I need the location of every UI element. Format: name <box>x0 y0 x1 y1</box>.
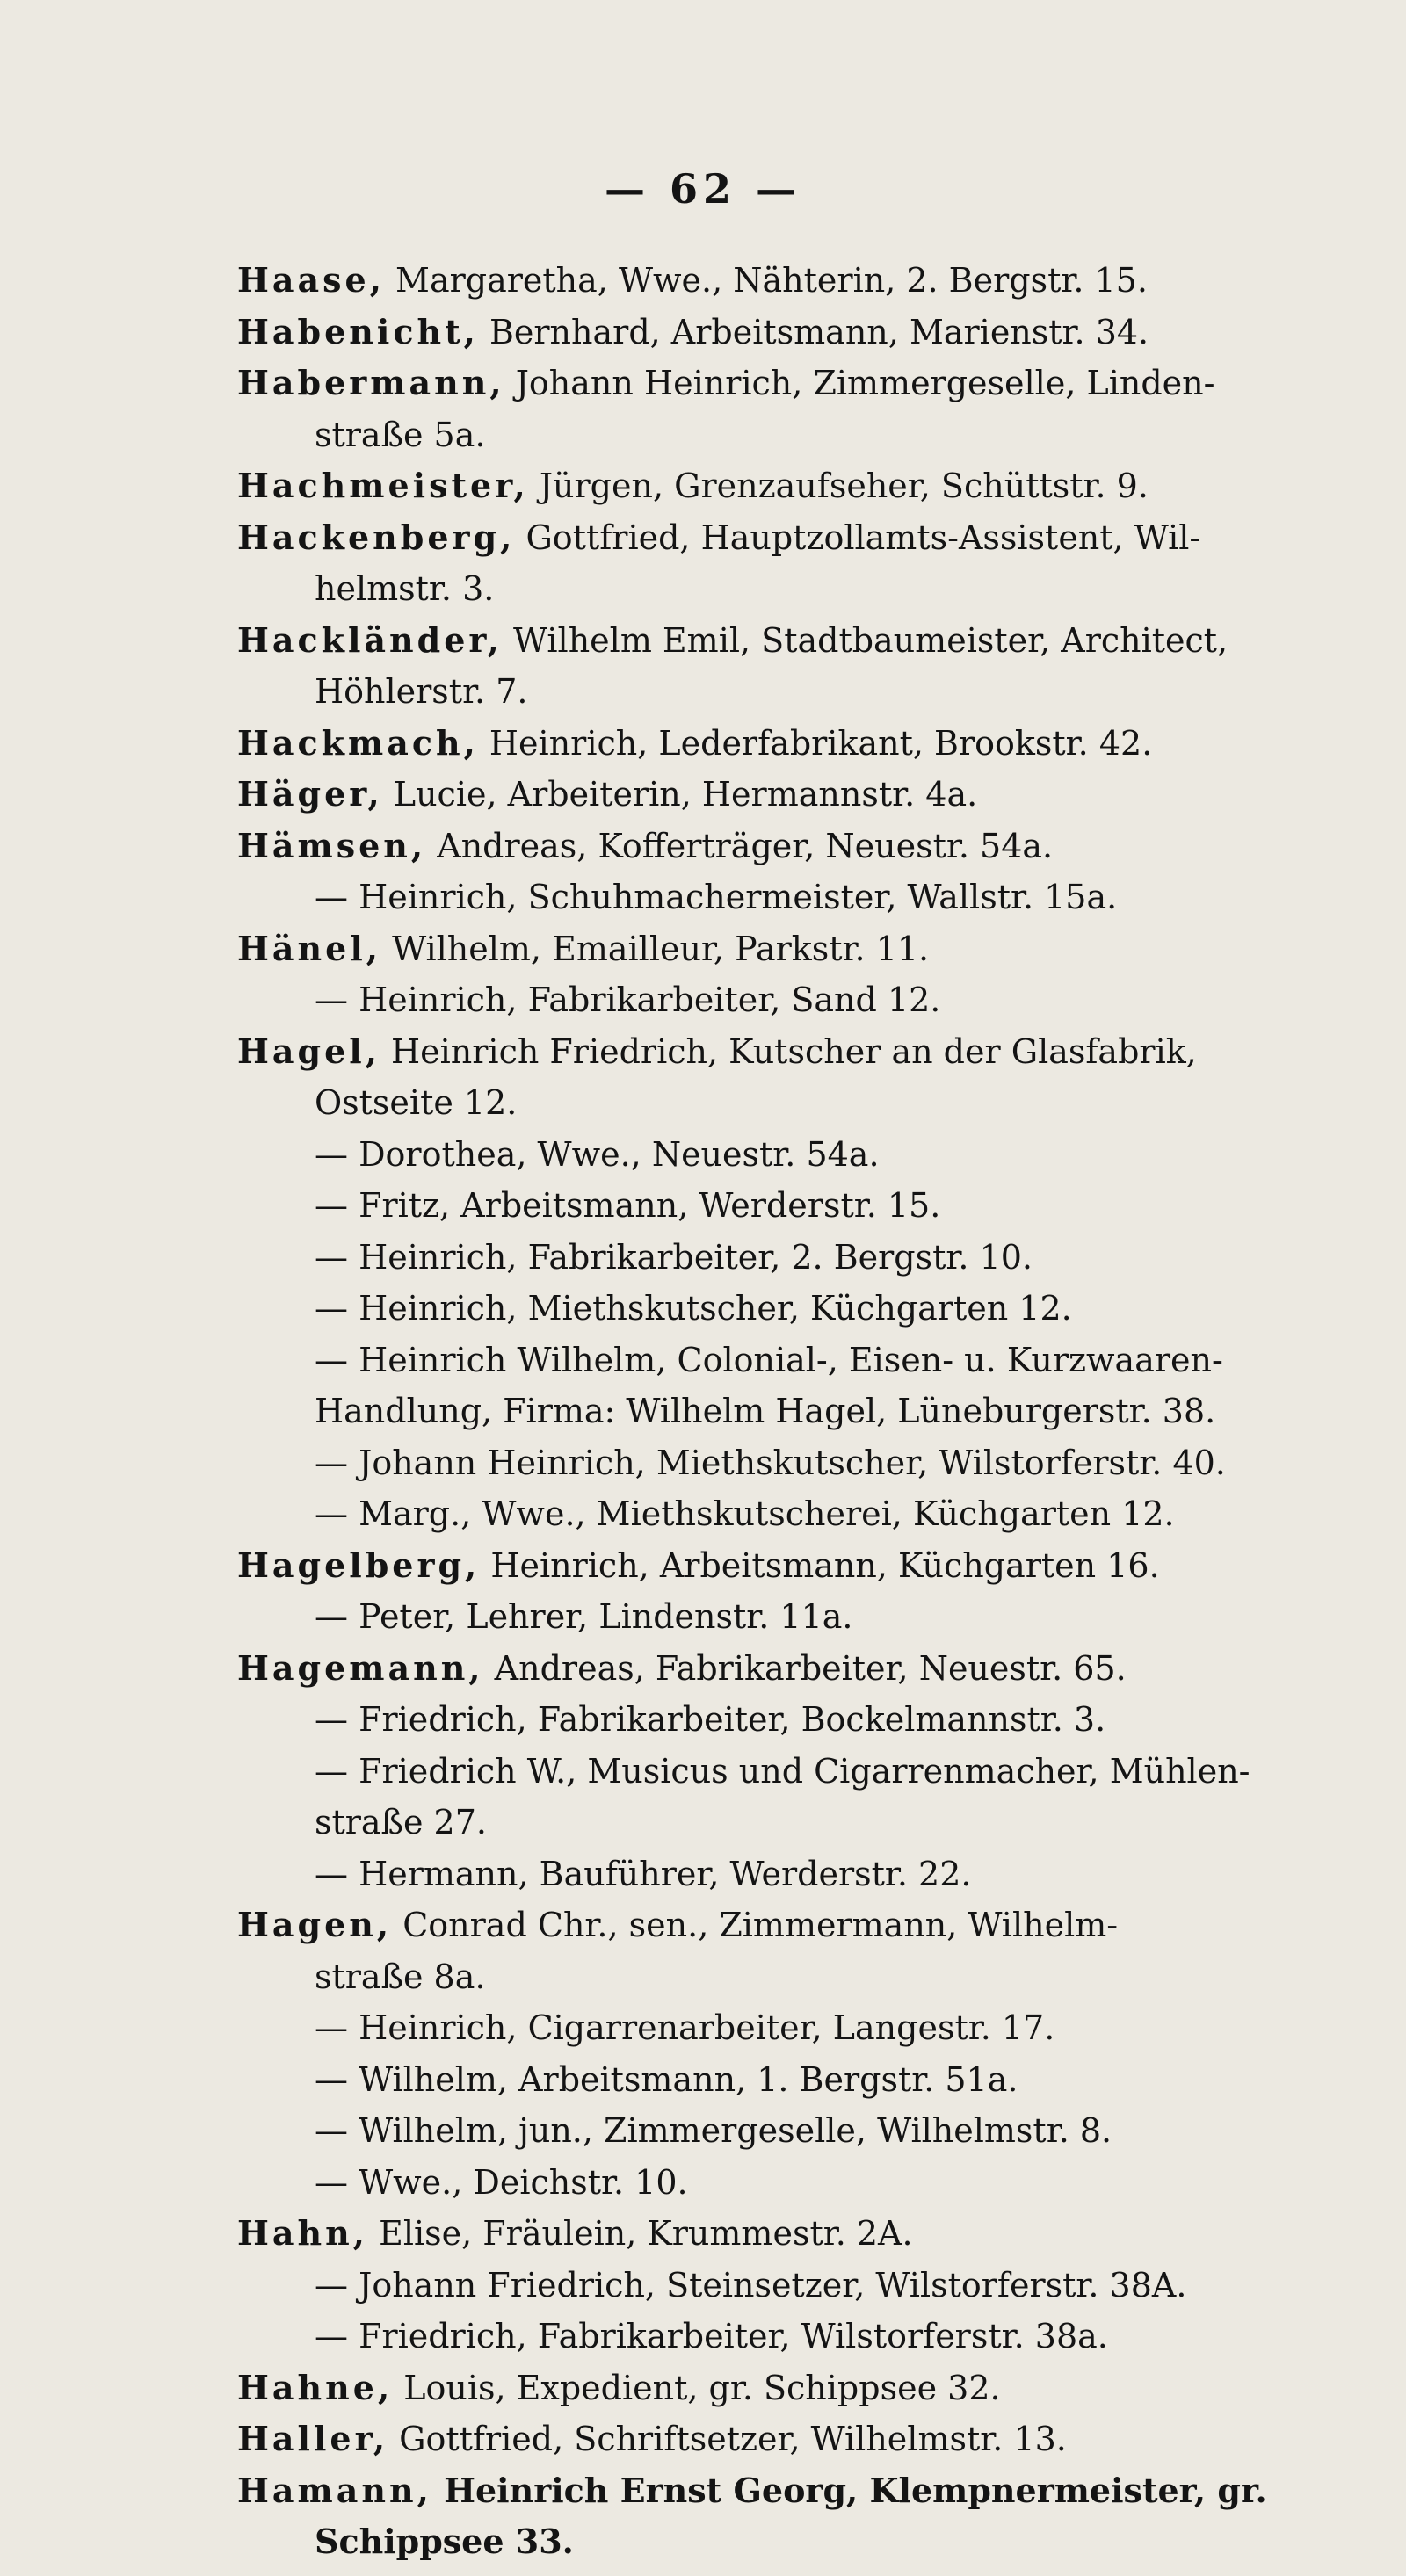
directory-line <box>237 1232 1362 1284</box>
entry-surname: Hänel, <box>237 928 381 968</box>
entry-surname: Hagelberg, <box>237 1545 481 1585</box>
entry-surname: Hahne, <box>237 2367 394 2407</box>
entry-text: helmstr. 3. <box>315 569 495 608</box>
entry-text: — Fritz, Arbeitsmann, Werderstr. 15. <box>315 1186 941 1225</box>
entry-text: — Heinrich, Schuhmachermeister, Wallstr. 15a. <box>315 878 1118 916</box>
directory-line <box>237 666 1362 718</box>
directory-line <box>237 2157 1362 2209</box>
entry-surname: Häger, <box>237 774 383 814</box>
entry-surname: Hagel, <box>237 1031 380 1071</box>
directory-line <box>237 2260 1362 2312</box>
entry-text: Jürgen, Grenzaufseher, Schüttstr. 9. <box>528 467 1149 505</box>
entry-surname: Hahn, <box>237 2213 369 2253</box>
entry-surname: Hamann, <box>237 2470 432 2510</box>
entry-surname: Hackenberg, <box>237 517 516 557</box>
entry-surname: Hachmeister, <box>237 466 529 505</box>
directory-line <box>237 1797 1362 1849</box>
directory-line <box>237 769 1362 821</box>
page-number: — 62 — <box>604 165 802 213</box>
directory-line <box>237 307 1362 358</box>
directory-line <box>237 1899 1362 1951</box>
entry-text: — Heinrich Wilhelm, Colonial-, Eisen- u. Kurzwaaren- <box>315 1340 1223 1379</box>
directory-line <box>237 255 1362 307</box>
directory-line <box>237 974 1362 1026</box>
entry-text: — Peter, Lehrer, Lindenstr. 11a. <box>315 1597 853 1636</box>
entry-text: Bernhard, Arbeitsmann, Marienstr. 34. <box>478 312 1149 351</box>
directory-line <box>237 1746 1362 1798</box>
entry-surname: Hagemann, <box>237 1647 484 1688</box>
entry-text: Gottfried, Hauptzollamts-Assistent, Wil- <box>515 517 1201 557</box>
entry-text: Elise, Fräulein, Krummestr. 2A. <box>368 2214 913 2253</box>
entry-surname: Haller, <box>237 2419 389 2458</box>
entry-text: — Heinrich, Fabrikarbeiter, 2. Bergstr. 10. <box>315 1237 1033 1277</box>
directory-line <box>237 1591 1362 1643</box>
directory-line <box>237 409 1362 461</box>
directory-line <box>237 512 1362 564</box>
entry-text: Louis, Expedient, gr. Schippsee 32. <box>393 2368 1001 2407</box>
directory-line <box>237 1386 1362 1437</box>
entry-text: Conrad Chr., sen., Zimmermann, Wilhelm- <box>392 1906 1119 1944</box>
entry-text: straße 27. <box>315 1803 487 1842</box>
entry-text: Schippsee 33. <box>315 2522 574 2561</box>
directory-line <box>237 1335 1362 1386</box>
entry-surname: Hackländer, <box>237 619 503 660</box>
directory-line <box>237 2208 1362 2260</box>
directory-line <box>237 1488 1362 1540</box>
directory-line <box>237 2465 1362 2517</box>
entry-surname: Hagen, <box>237 1905 393 1944</box>
entry-text: — Marg., Wwe., Miethskutscherei, Küchgarten 12. <box>315 1494 1175 1533</box>
entry-text: Margaretha, Wwe., Nähterin, 2. Bergstr. 15. <box>384 261 1148 300</box>
entry-text: straße 5a. <box>315 415 486 454</box>
directory-line <box>237 1643 1362 1695</box>
entry-text: — Johann Friedrich, Steinsetzer, Wilstorferstr. 38A. <box>315 2265 1187 2305</box>
directory-line <box>237 1283 1362 1335</box>
directory-line <box>237 1694 1362 1746</box>
entry-text: Heinrich Ernst Georg, Klempnermeister, gr. <box>431 2470 1267 2510</box>
directory-line <box>237 615 1362 667</box>
entry-text: — Johann Heinrich, Miethskutscher, Wilstorferstr. 40. <box>315 1443 1226 1482</box>
directory-line <box>237 460 1362 512</box>
entry-surname: Hämsen, <box>237 825 427 865</box>
directory-line <box>237 821 1362 872</box>
entry-text: — Wilhelm, Arbeitsmann, 1. Bergstr. 51a. <box>315 2059 1018 2099</box>
directory-line <box>237 1129 1362 1181</box>
entry-text: Handlung, Firma: Wilhelm Hagel, Lüneburgerstr. 38. <box>315 1392 1216 1430</box>
directory-line <box>237 1026 1362 1078</box>
directory-line <box>237 718 1362 770</box>
directory-line <box>237 1540 1362 1592</box>
directory-line <box>237 1180 1362 1232</box>
entry-text: Gottfried, Schriftsetzer, Wilhelmstr. 13. <box>388 2420 1067 2458</box>
directory-line <box>237 358 1362 409</box>
directory-line <box>237 2413 1362 2465</box>
directory-line <box>237 1849 1362 1900</box>
entry-surname: Hackmach, <box>237 722 479 763</box>
entry-text: — Friedrich, Fabrikarbeiter, Bockelmannstr. 3. <box>315 1700 1106 1739</box>
entry-text: — Friedrich, Fabrikarbeiter, Wilstorferstr. 38a. <box>315 2317 1108 2355</box>
entry-text: Johann Heinrich, Zimmergeselle, Linden- <box>504 364 1215 402</box>
directory-line <box>237 2311 1362 2363</box>
entry-text: Heinrich, Arbeitsmann, Küchgarten 16. <box>480 1545 1160 1585</box>
entry-text: Wilhelm, Emailleur, Parkstr. 11. <box>381 929 930 968</box>
entry-text: — Wwe., Deichstr. 10. <box>315 2162 688 2202</box>
entry-surname: Habenicht, <box>237 311 479 351</box>
entry-text: — Friedrich W., Musicus und Cigarrenmacher, Mühlen- <box>315 1751 1250 1791</box>
entry-text: Heinrich, Lederfabrikant, Brookstr. 42. <box>478 723 1153 763</box>
entry-text: — Heinrich, Cigarrenarbeiter, Langestr. 17. <box>315 2008 1055 2047</box>
directory-line <box>237 2105 1362 2157</box>
entry-text: — Dorothea, Wwe., Neuestr. 54a. <box>315 1134 880 1174</box>
entry-text: — Hermann, Bauführer, Werderstr. 22. <box>315 1854 972 1893</box>
entry-surname: Habermann, <box>237 363 505 402</box>
entry-text: — Heinrich, Miethskutscher, Küchgarten 12. <box>315 1289 1072 1328</box>
entry-text: — Wilhelm, jun., Zimmergeselle, Wilhelmstr. 8. <box>315 2111 1112 2150</box>
entry-text: Andreas, Fabrikarbeiter, Neuestr. 65. <box>483 1648 1127 1688</box>
directory-line <box>237 2363 1362 2414</box>
entry-text: Heinrich Friedrich, Kutscher an der Glasfabrik, <box>380 1031 1197 1071</box>
entry-text: Andreas, Kofferträger, Neuestr. 54a. <box>426 826 1054 865</box>
directory-line <box>237 1437 1362 1489</box>
directory-line <box>237 2516 1362 2568</box>
directory-line <box>237 1951 1362 2003</box>
entry-list <box>237 255 1362 2568</box>
entry-surname: Haase, <box>237 260 385 300</box>
entry-text: Lucie, Arbeiterin, Hermannstr. 4a. <box>382 775 978 814</box>
directory-line <box>237 563 1362 615</box>
entry-text: straße 8a. <box>315 1957 486 1996</box>
entry-text: Ostseite 12. <box>315 1083 518 1122</box>
directory-line <box>237 2002 1362 2054</box>
entry-text: Höhlerstr. 7. <box>315 672 528 711</box>
directory-line <box>237 1077 1362 1129</box>
entry-text: — Heinrich, Fabrikarbeiter, Sand 12. <box>315 980 941 1019</box>
entry-text: Wilhelm Emil, Stadtbaumeister, Architect, <box>502 620 1228 660</box>
directory-line <box>237 872 1362 923</box>
directory-line <box>237 2054 1362 2106</box>
directory-line <box>237 923 1362 975</box>
